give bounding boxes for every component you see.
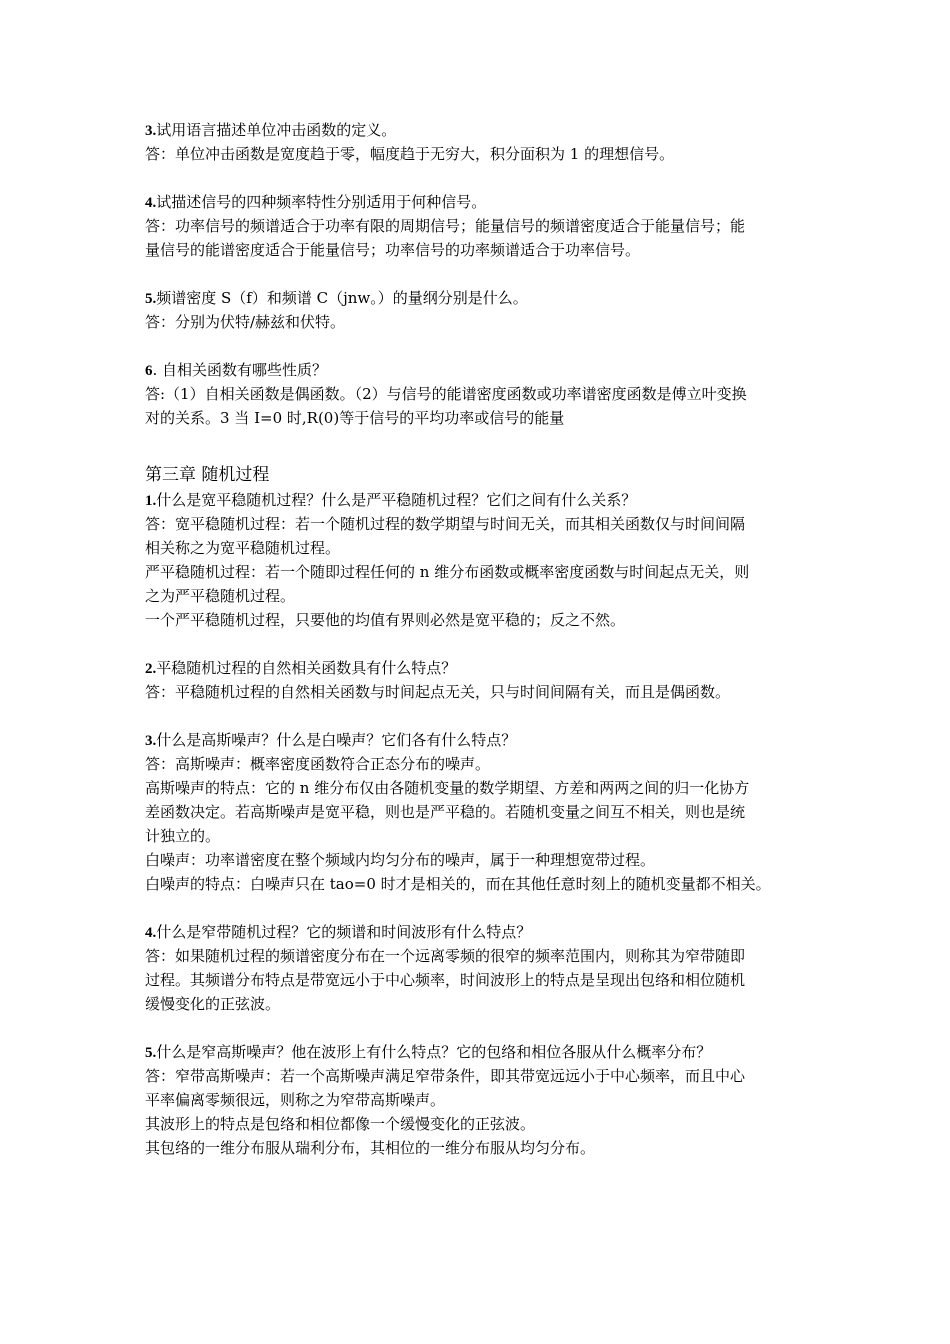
question-c3 [145,728,813,752]
question-number: 3. [145,733,157,749]
question-4 [145,190,813,214]
answer-line: 答：单位冲击函数是宽度趋于零，幅度趋于无穷大，积分面积为 1 的理想信号。 [145,145,675,163]
question-c5 [145,1040,813,1064]
document-content [145,118,813,1160]
answer-line: 白噪声：功率谱密度在整个频域内均匀分布的噪声，属于一种理想宽带过程。 [145,851,656,869]
answer-line: 过程。其频谱分布特点是带宽远小于中心频率，时间波形上的特点是呈现出包络和相位随机 [145,971,746,989]
answer-line: 答：高斯噪声：概率密度函数符合正态分布的噪声。 [145,755,491,773]
answer-line: 缓慢变化的正弦波。 [145,995,281,1013]
answer-line: 一个严平稳随机过程，只要他的均值有界则必然是宽平稳的；反之不然。 [145,611,626,629]
chapter-heading: 第三章 随机过程 [145,465,270,485]
question-text: 试描述信号的四种频率特性分别适用于何种信号。 [156,193,487,211]
answer-line: 对的关系。3 当 I=0 时,R(0)等于信号的平均功率或信号的能量 [145,409,565,427]
answer-line: 答：宽平稳随机过程：若一个随机过程的数学期望与时间无关，而其相关函数仅与时间间隔 [145,515,746,533]
answer-line: 答:（1）自相关函数是偶函数。（2）与信号的能谱密度函数或功率谱密度函数是傅立叶变换 [145,385,747,403]
answer-line: 量信号的能谱密度适合于能量信号；功率信号的功率频谱适合于功率信号。 [145,241,641,259]
question-text: 什么是宽平稳随机过程？什么是严平稳随机过程？它们之间有什么关系？ [156,491,637,509]
question-text: 什么是高斯噪声？什么是白噪声？它们各有什么特点？ [156,731,517,749]
question-text: . 自相关函数有哪些性质？ [152,361,328,379]
question-6 [145,358,813,382]
answer-line: 相关称之为宽平稳随机过程。 [145,539,341,557]
answer-line: 白噪声的特点：白噪声只在 tao=0 时才是相关的，而在其他任意时刻上的随机变量都不相关。 [145,875,771,893]
question-number: 3. [145,123,157,139]
question-5 [145,286,813,310]
question-text: 频谱密度 S（f）和频谱 C（jnw。）的量纲分别是什么。 [156,289,528,307]
question-c4 [145,920,813,944]
question-number: 2. [145,661,157,677]
question-number: 5. [145,1045,157,1061]
answer-line: 其波形上的特点是包络和相位都像一个缓慢变化的正弦波。 [145,1115,536,1133]
question-text: 试用语言描述单位冲击函数的定义。 [156,121,397,139]
answer-line: 高斯噪声的特点：它的 n 维分布仅由各随机变量的数学期望、方差和两两之间的归一化协方 [145,779,750,797]
answer-line: 严平稳随机过程：若一个随即过程任何的 n 维分布函数或概率密度函数与时间起点无关，则 [145,563,750,581]
answer-line: 答：窄带高斯噪声：若一个高斯噪声满足窄带条件，即其带宽远远小于中心频率，而且中心 [145,1067,746,1085]
question-number: 5. [145,291,157,307]
answer-line: 之为严平稳随机过程。 [145,587,296,605]
question-number: 4. [145,925,157,941]
question-c2 [145,656,813,680]
answer-line: 差函数决定。若高斯噪声是宽平稳，则也是严平稳的。若随机变量之间互不相关，则也是统 [145,803,746,821]
answer-line: 平率偏离零频很远，则称之为窄带高斯噪声。 [145,1091,446,1109]
question-text: 什么是窄高斯噪声？他在波形上有什么特点？它的包络和相位各服从什么概率分布？ [156,1043,712,1061]
question-number: 6 [145,363,153,379]
question-number: 1. [145,493,157,509]
answer-line: 答：如果随机过程的频谱密度分布在一个远离零频的很窄的频率范围内，则称其为窄带随即 [145,947,746,965]
question-number: 4. [145,195,157,211]
answer-line: 答：功率信号的频谱适合于功率有限的周期信号；能量信号的频谱密度适合于能量信号；能 [145,217,746,235]
question-text: 什么是窄带随机过程？它的频谱和时间波形有什么特点？ [156,923,532,941]
question-3 [145,118,813,142]
question-c1 [145,488,813,512]
answer-line: 其包络的一维分布服从瑞利分布，其相位的一维分布服从均匀分布。 [145,1139,596,1157]
answer-line: 计独立的。 [145,827,221,845]
answer-line: 答：分别为伏特/赫兹和伏特。 [145,313,346,331]
answer-line: 答：平稳随机过程的自然相关函数与时间起点无关，只与时间间隔有关，而且是偶函数。 [145,683,731,701]
question-text: 平稳随机过程的自然相关函数具有什么特点？ [156,659,457,677]
